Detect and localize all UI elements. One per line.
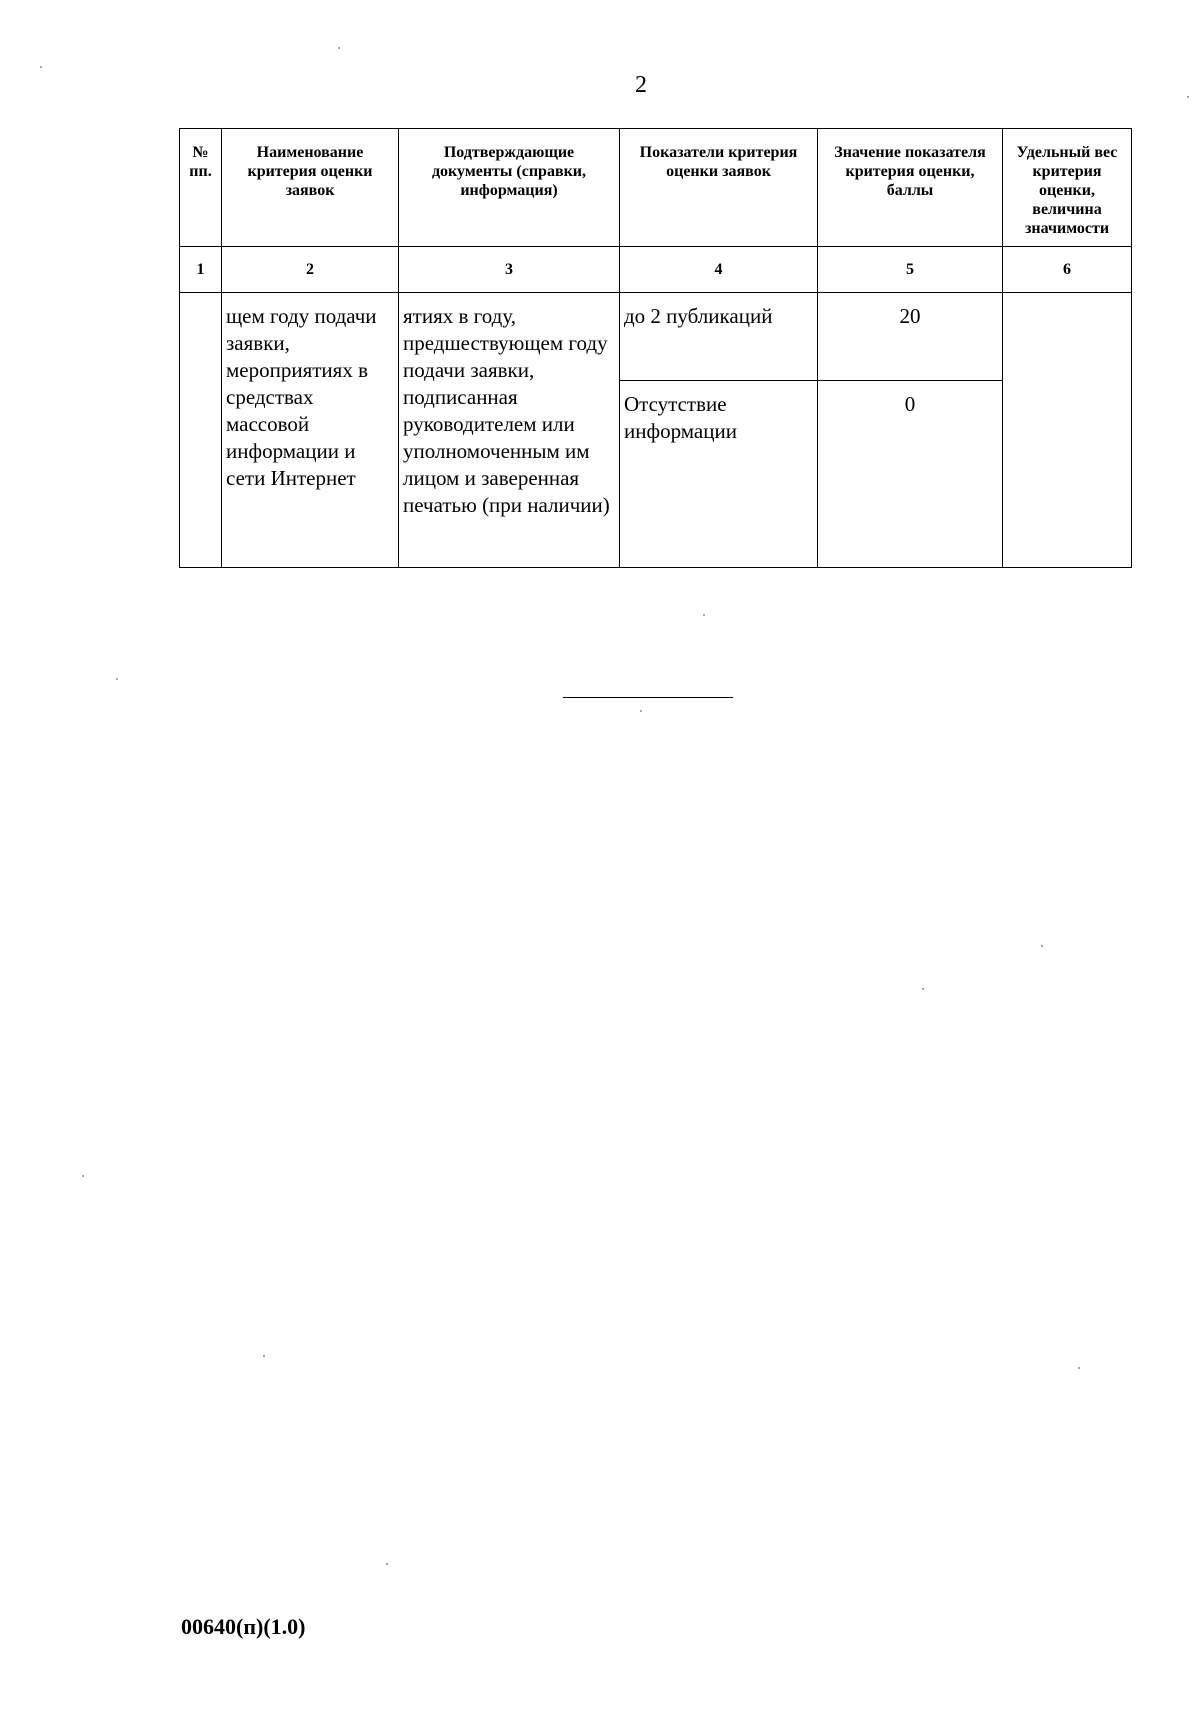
indicators-cell [620,293,818,568]
indicator-1-value: 20 [899,304,921,328]
indicator-1-label: до 2 публикаций [624,304,773,328]
scan-speck [263,1355,265,1357]
indicator-2-label: Отсутствие информации [624,392,737,443]
header-indicators-text: Показатели критерия оценки заявок [639,144,798,180]
indicator-2-value: 0 [904,392,916,416]
table-header-row [180,129,1132,247]
column-number: 6 [1003,247,1132,293]
scan-speck [338,47,340,49]
column-number: 5 [818,247,1003,293]
criteria-table [179,128,1132,568]
scan-speck [1041,945,1043,947]
documents-text: ятиях в году, предшествующем году подачи заявки, подписанная руководителем или уполномоченным им лицом и заверенная печатью (при наличии) [403,304,610,517]
scan-speck [640,710,642,712]
header-indicator-value [818,129,1003,247]
indicator-values-cell [818,293,1003,568]
column-number: 1 [180,247,222,293]
document-code: 00640(п)(1.0) [181,1614,306,1639]
scan-speck [1078,1367,1080,1369]
scan-speck [922,988,924,990]
criterion-name-cell [222,293,399,568]
header-weight-text: Удельный вес критерия оценки, величина значимости [1016,144,1118,237]
scan-speck [116,678,118,680]
header-documents [399,129,620,247]
header-indicator-value-text: Значение показателя критерия оценки, баллы [834,144,986,199]
scan-speck [40,66,42,68]
column-number: 4 [620,247,818,293]
page-number: 2 [635,72,647,98]
row-number-cell [180,293,222,568]
indicator-1-value-box [818,293,1002,381]
column-number-row [180,247,1132,293]
indicator-1 [620,293,817,381]
header-weight [1003,129,1132,247]
header-criterion-name [222,129,399,247]
divider-line [563,697,733,698]
indicator-2-value-box [818,381,1002,422]
scan-speck [82,1175,84,1177]
scan-speck [1187,96,1189,98]
scan-speck [386,1563,388,1565]
scan-speck [703,614,705,616]
weight-cell [1003,293,1132,568]
column-number: 2 [222,247,399,293]
indicator-2 [620,381,817,449]
header-number [180,129,222,247]
header-number-text: № пп. [189,144,212,180]
criterion-name-text: щем году подачи заявки, мероприятиях в средствах массовой информации и сети Интернет [226,304,377,490]
header-indicators [620,129,818,247]
header-criterion-name-text: Наименование критерия оценки заявок [247,144,373,199]
header-documents-text: Подтверждающие документы (справки, информация) [431,144,587,199]
column-number: 3 [399,247,620,293]
table-row [180,293,1132,568]
documents-cell [399,293,620,568]
